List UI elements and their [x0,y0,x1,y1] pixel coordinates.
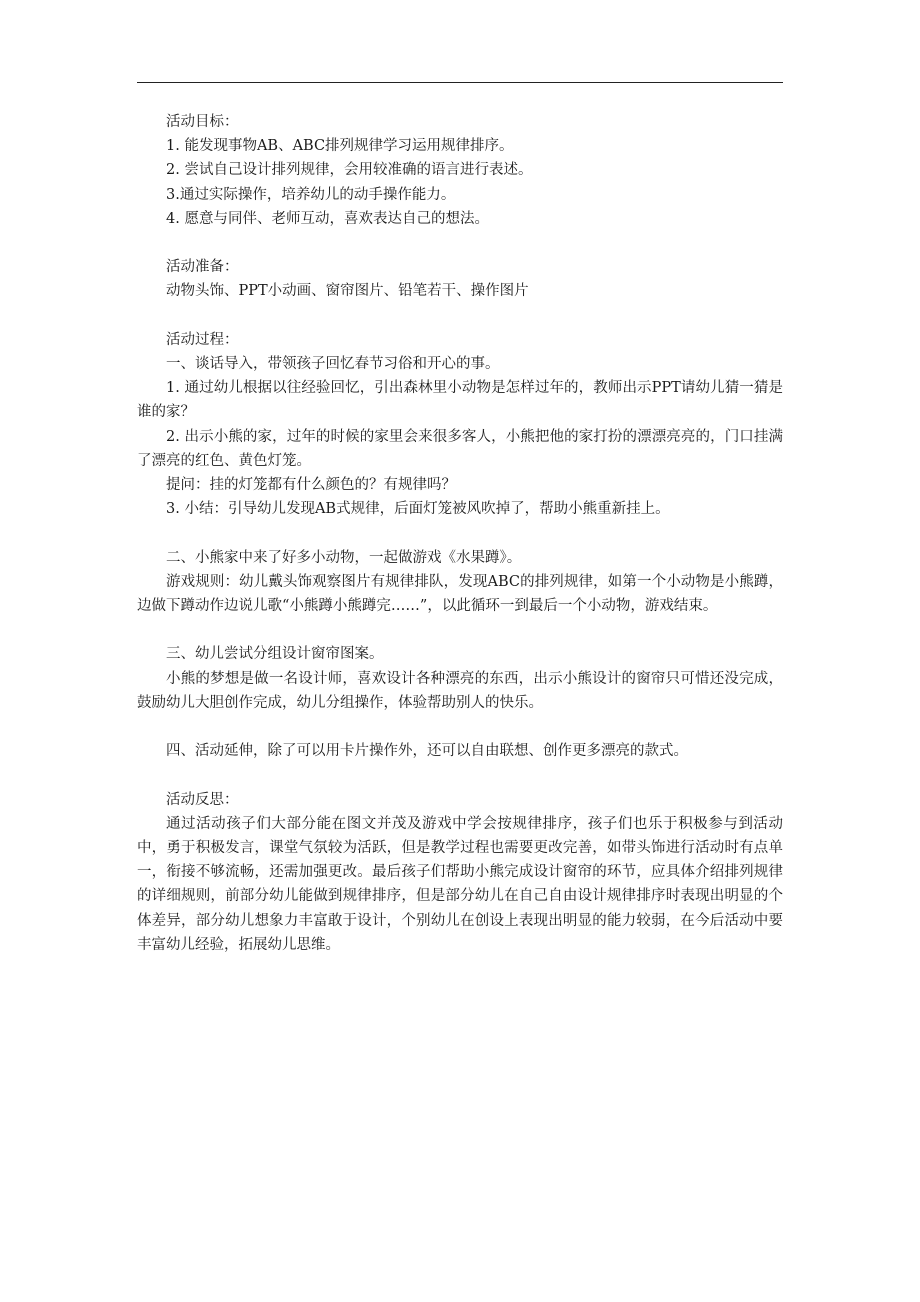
process-part3-title: 三、幼儿尝试分组设计窗帘图案。 [166,646,384,663]
process-part1-paragraph: 2. 出示小熊的家，过年的时候的家里会来很多客人，小熊把他的家打扮的漂漂亮亮的，门口挂满了漂亮的红色、黄色灯笼。 [137,428,783,469]
spacer [137,618,783,642]
process-part1-paragraph: 3. 小结：引导幼儿发现AB式规律，后面灯笼被风吹掉了，帮助小熊重新挂上。 [166,501,670,518]
reflection-text: 通过活动孩子们大部分能在图文并茂及游戏中学会按规律排序，孩子们也乐于积极参与到活动中，勇于积极发言，课堂气氛较为活跃，但是教学过程也需要更改完善，如带头饰进行活动时有点单一，衔接不够流畅，还需加强更改。最后孩子们帮助小熊完成设计窗帘的环节，应具体介绍排列规律的详细规则，前部分幼儿能做到规律排序，但是部分幼儿在自己自由设计规律排序时表现出明显的个体差异，部分幼儿想象力丰富敢于设计，个别幼儿在创设上表现出明显的能力较弱，在今后活动中要丰富幼儿经验，拓展幼儿思维。 [137,815,783,953]
spacer [137,521,783,545]
goal-item: 4. 愿意与同伴、老师互动，喜欢表达自己的想法。 [166,210,489,227]
header-rule [137,82,783,83]
spacer [137,715,783,739]
reflection-heading: 活动反思： [166,791,239,808]
spacer [137,231,783,255]
process-part3-text: 小熊的梦想是做一名设计师，喜欢设计各种漂亮的东西，出示小熊设计的窗帘只可惜还没完成，鼓励幼儿大胆创作完成，幼儿分组操作，体验帮助别人的快乐。 [137,670,783,711]
document-body [137,110,783,957]
process-heading: 活动过程： [166,331,239,348]
preparation-text: 动物头饰、PPT小动画、窗帘图片、铅笔若干、操作图片 [166,283,529,300]
process-part1-paragraph: 提问：挂的灯笼都有什么颜色的？有规律吗？ [166,477,456,494]
reflection-section [137,788,783,957]
preparation-section [137,255,783,303]
spacer [137,304,783,328]
process-section [137,328,783,764]
spacer [137,763,783,787]
process-part4-title: 四、活动延伸，除了可以用卡片操作外，还可以自由联想、创作更多漂亮的款式。 [166,743,688,760]
process-part2-title: 二、小熊家中来了好多小动物，一起做游戏《水果蹲》。 [166,549,522,566]
process-part1-paragraph: 1. 通过幼儿根据以往经验回忆，引出森林里小动物是怎样过年的，教师出示PPT请幼儿猜一猜是谁的家？ [137,380,783,421]
goals-heading: 活动目标： [166,114,239,130]
process-part2-text: 游戏规则：幼儿戴头饰观察图片有规律排队，发现ABC的排列规律，如第一个小动物是小熊蹲，边做下蹲动作边说儿歌“小熊蹲小熊蹲完……”，以此循环一到最后一个小动物，游戏结束。 [137,573,783,615]
goals-section [137,110,783,231]
process-part1-title: 一、谈话导入，带领孩子回忆春节习俗和开心的事。 [166,356,500,372]
preparation-heading: 活动准备： [166,259,239,276]
goal-item: 1. 能发现事物AB、ABC排列规律学习运用规律排序。 [166,138,514,155]
goal-item: 3.通过实际操作，培养幼儿的动手操作能力。 [166,186,456,203]
goal-item: 2. 尝试自己设计排列规律，会用较准确的语言进行表述。 [166,162,533,179]
